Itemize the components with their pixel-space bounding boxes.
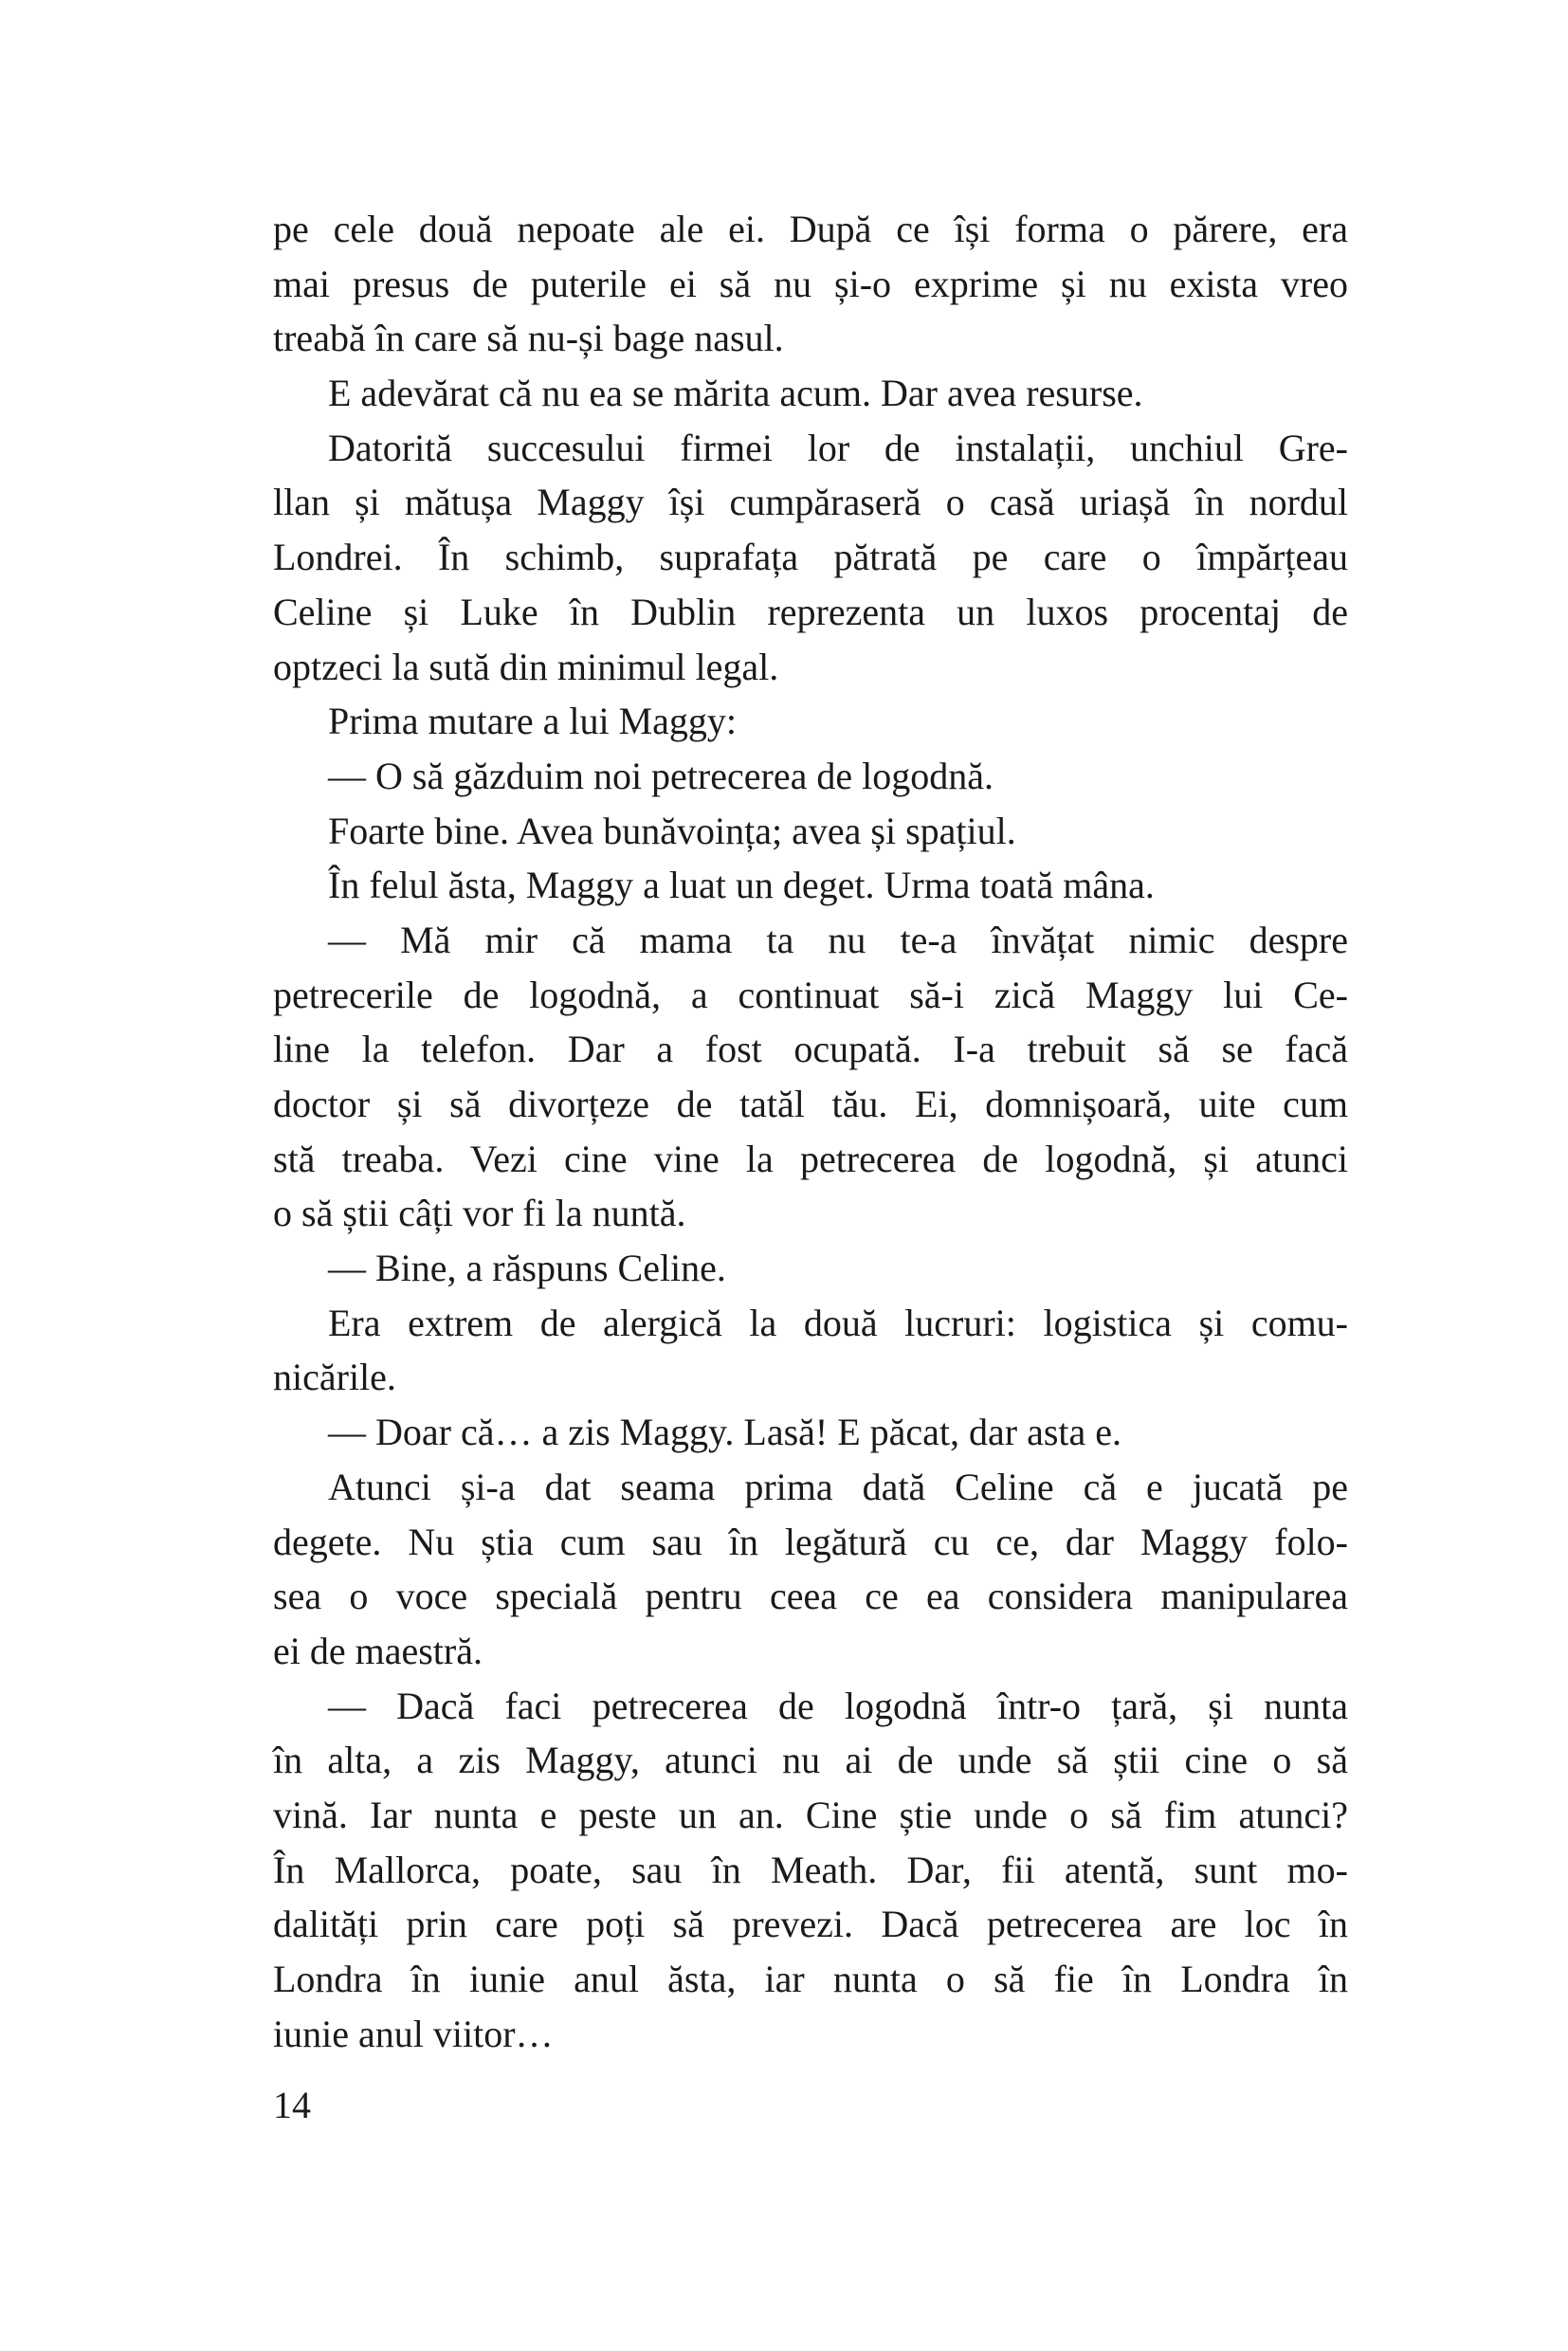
text-line: Foarte bine. Avea bunăvoința; avea și spațiul.	[328, 809, 1016, 852]
text-line: line la telefon. Dar a fost ocupată. I-a trebuit să se facă	[273, 1028, 1348, 1071]
text-line: llan și mătușa Maggy își cumpăraseră o casă uriașă în nordul	[273, 481, 1348, 524]
text-line: stă treaba. Vezi cine vine la petrecerea de logodnă, și atunci	[273, 1137, 1348, 1180]
text-line: degete. Nu știa cum sau în legătură cu ce, dar Maggy folo-	[273, 1520, 1348, 1563]
text-line: — O să găzduim noi petrecerea de logodnă.	[328, 754, 994, 797]
text-line: petrecerile de logodnă, a continuat să-i zică Maggy lui Ce-	[273, 973, 1348, 1016]
text-line: doctor și să divorțeze de tatăl tău. Ei, domnișoară, uite cum	[273, 1083, 1348, 1125]
text-line: nicările.	[273, 1356, 396, 1399]
text-line: — Dacă faci petrecerea de logodnă într-o țară, și nunta	[328, 1684, 1348, 1727]
text-line: sea o voce specială pentru ceea ce ea considera manipularea	[273, 1575, 1348, 1618]
text-line: Prima mutare a lui Maggy:	[328, 700, 738, 743]
text-line: — Mă mir că mama ta nu te-a învățat nimic despre	[328, 918, 1348, 961]
text-line: — Doar că… a zis Maggy. Lasă! E păcat, dar asta e.	[328, 1411, 1122, 1454]
text-line: Era extrem de alergică la două lucruri: logistica și comu-	[328, 1301, 1348, 1344]
text-line: treabă în care să nu-și bage nasul.	[273, 317, 784, 360]
text-line: Londra în iunie anul ăsta, iar nunta o să fie în Londra în	[273, 1958, 1348, 2000]
body-text	[273, 202, 1348, 2061]
text-line: pe cele două nepoate ale ei. După ce își forma o părere, era	[273, 208, 1348, 250]
text-line: Datorită succesului firmei lor de instalații, unchiul Gre-	[328, 426, 1348, 469]
text-line: Londrei. În schimb, suprafața pătrată pe care o împărțeau	[273, 536, 1348, 579]
text-line: — Bine, a răspuns Celine.	[328, 1247, 726, 1290]
text-line: Celine și Luke în Dublin reprezenta un luxos procentaj de	[273, 590, 1348, 633]
text-line: Atunci și-a dat seama prima dată Celine că e jucată pe	[328, 1465, 1348, 1508]
text-line: În Mallorca, poate, sau în Meath. Dar, fii atentă, sunt mo-	[273, 1848, 1348, 1891]
text-line: ei de maestră.	[273, 1629, 483, 1672]
text-line: vină. Iar nunta e peste un an. Cine știe unde o să fim atunci?	[273, 1793, 1348, 1836]
text-line: E adevărat că nu ea se mărita acum. Dar avea resurse.	[328, 372, 1143, 415]
text-line: mai presus de puterile ei să nu și-o exprime și nu exista vreo	[273, 262, 1348, 305]
text-line: În felul ăsta, Maggy a luat un deget. Urma toată mâna.	[328, 864, 1155, 907]
text-line: în alta, a zis Maggy, atunci nu ai de unde să știi cine o să	[273, 1739, 1348, 1782]
text-line: o să știi câți vor fi la nuntă.	[273, 1192, 686, 1235]
text-line: optzeci la sută din minimul legal.	[273, 645, 779, 688]
text-line: iunie anul viitor…	[273, 2012, 554, 2055]
page-number: 14	[273, 2084, 311, 2126]
text-line: dalități prin care poți să prevezi. Dacă petrecerea are loc în	[273, 1903, 1348, 1946]
